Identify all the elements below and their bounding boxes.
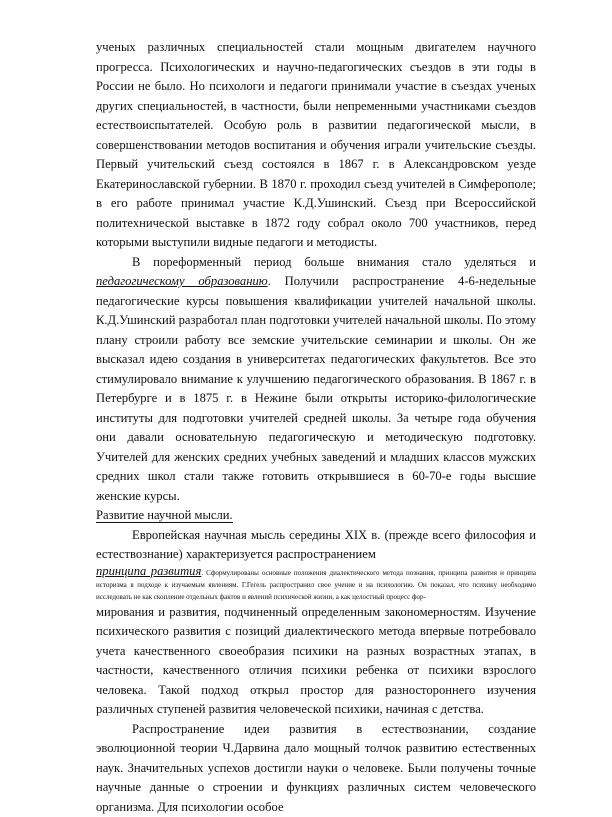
document-page (96, 38, 536, 817)
small-print-block (96, 565, 536, 603)
paragraph-european-thought: Европейская научная мысль середины XIX в. (прежде всего философия и естествознание) характеризуется распространением (96, 526, 536, 565)
section-heading-text: Развитие научной мысли. (96, 508, 233, 523)
paragraph-evolution-theory: Распространение идеи развития в естествознании, создание эволюционной теории Ч.Дарвина дало мощный толчок развитию естественных наук. Значительных успехов достигли науки о человеке. Были получены точные научные данные о строении и функциях различных систем человеческого организма. Для психологии особое (96, 720, 536, 817)
small-print-text: . Сформулированы основные положения диалектического метода познания, принципа развития и принципа историзма в подходе к изучаемым явлениям. Г.Гегель распространил свое учение и на психологию. Он показал, что психику необходимо исследовать не как скопление отдельных фактов и явлений психической жизни, а как целостный процесс фор- (96, 569, 536, 601)
paragraph-teacher-congresses: ученых различных специальностей стали мощным двигателем научного прогресса. Психологических и научно-педагогических съездов в эти годы в России не было. Но психологи и педагоги принимали участие в съездах ученых других специальностей, в частности, были непременными участниками съездов естествоиспытателей. Особую роль в развитии педагогической мысли, в совершенствовании методов воспитания и обучения играли учительские съезды. Первый учительский съезд состоялся в 1867 г. в Александровском уезде Екатеринославской губернии. В 1870 г. проходил съезд учителей в Симферополе; в его работе принимал участие К.Д.Ушинский. Съезд при Всероссийской политехнической выставке в 1872 году собрал около 700 участников, перед которыми выступили видные педагоги и методисты. (96, 38, 536, 253)
section-heading (96, 506, 536, 526)
pedagogical-education-emphasis: педагогическому образованию (96, 274, 268, 288)
paragraph-mental-development: мирования и развития, подчиненный определенным закономерностям. Изучение психического развития с позиций диалектического метода впервые потребовало учета качественного своеобразия психики на разных возрастных этапах, в частности, качественного отличия психики ребенка от психики взрослого человека. Такой подход открыл простор для разностороннего изучения различных ступеней развития человеческой психики, начиная с детства. (96, 603, 536, 720)
paragraph-pedagogical-education (96, 253, 536, 507)
paragraph-2-rest: . Получили распространение 4-6-недельные педагогические курсы повышения квалификации учителей начальной школы. К.Д.Ушинский разработал план подготовки учителей начальной школы. По этому плану строили работу все земские учительские семинарии и школы. Он же высказал идею создания в университетах педагогических факультетов. Все это стимулировало внимание к улучшению педагогического образования. В 1867 г. в Петербурге и в 1875 г. в Нежине были открыты историко-филологические институты для подготовки учителей средней школы. За четыре года обучения они давали основательную педагогическую и методическую подготовку. Учителей для женских средних учебных заведений и младших классов мужских средних школ стали также готовить открывшиеся в 60-70-е годы высшие женские курсы. (96, 274, 536, 503)
development-principle-emphasis: принципа развития (96, 564, 201, 578)
paragraph-2-start: В пореформенный период больше внимания стало уделяться и (132, 255, 536, 269)
